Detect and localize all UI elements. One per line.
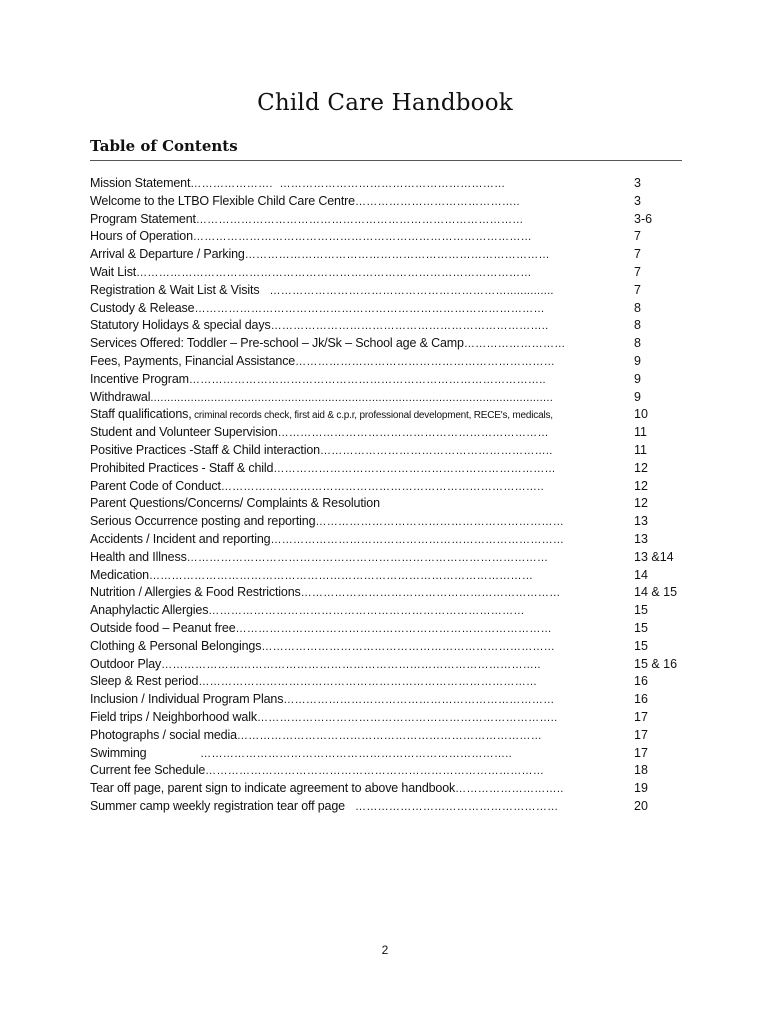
toc-entry-page: 8 <box>634 318 641 333</box>
toc-entry-leader: …………………………………….. <box>354 195 520 208</box>
toc-entry-label: Clothing & Personal Belongings <box>90 638 262 653</box>
toc-entry-text <box>90 584 620 603</box>
toc-entry-label: Hours of Operation <box>90 229 193 244</box>
toc-entry-page: 17 <box>634 745 648 760</box>
toc-entry-page: 12 <box>634 478 648 493</box>
toc-entry-label: Statutory Holidays & special days <box>90 318 271 333</box>
toc-entry <box>90 531 690 549</box>
toc-entry <box>90 317 690 335</box>
toc-entry-leader: ……………………………………………………………………………………….. <box>161 658 541 671</box>
toc-entry-page: 15 & 16 <box>634 656 678 671</box>
toc-entry <box>90 638 690 656</box>
toc-entry-leader: …………………………………………………………………… <box>261 640 556 653</box>
toc-entry-leader: …………………………………………………………………………… <box>195 213 524 226</box>
toc-entry-text <box>90 620 620 639</box>
toc-entry-label: Field trips / Neighborhood walk <box>90 709 257 724</box>
toc-entry-label: Accidents / Incident and reporting <box>90 531 271 546</box>
toc-entry-text <box>90 389 620 408</box>
toc-entry-page: 7 <box>634 247 641 262</box>
toc-entry-page: 3 <box>634 193 641 208</box>
toc-entry-text <box>90 335 620 354</box>
toc-entry-leader: ………………………………………………………………… <box>273 462 556 475</box>
toc-entry-leader: ………………………………………………………………………………………… <box>148 569 534 582</box>
toc-entry-page: 14 & 15 <box>634 585 678 600</box>
toc-entry <box>90 442 690 460</box>
toc-entry-leader: …………………………………………………………………………………… <box>186 551 549 564</box>
toc-entry-page: 9 <box>634 371 641 386</box>
toc-entry-label: Welcome to the LTBO Flexible Child Care Centre <box>90 193 355 208</box>
toc-entry-leader: …………………………………………………………… <box>295 355 556 368</box>
toc-entry-leader: ……………………………………………………………….. <box>270 320 549 333</box>
toc-entry-text <box>90 780 620 799</box>
toc-entry-leader: ……………………… <box>463 338 566 351</box>
toc-entry-text <box>90 531 620 550</box>
toc-entry <box>90 335 690 353</box>
toc-entry-page: 16 <box>634 692 648 707</box>
toc-entry <box>90 193 690 211</box>
toc-entry-label: Fees, Payments, Financial Assistance <box>90 353 296 368</box>
toc-entry <box>90 495 690 513</box>
toc-entry-label: Summer camp weekly registration tear off page <box>90 798 345 813</box>
toc-entry-text <box>90 495 620 513</box>
toc-entry-leader: …………………………………………………………………….. <box>256 711 558 724</box>
toc-entry-page: 7 <box>634 229 641 244</box>
toc-entry <box>90 300 690 318</box>
toc-entry <box>90 620 690 638</box>
heading-divider <box>90 160 682 161</box>
toc-heading: Table of Contents <box>90 137 238 155</box>
toc-entry-leader: ……………………………………………………………………….. <box>146 747 512 760</box>
toc-entry-text <box>90 211 620 230</box>
toc-entry-text <box>90 442 620 461</box>
toc-entry-leader: ........................................................................................................................ <box>150 391 554 404</box>
toc-entry <box>90 673 690 691</box>
toc-entry-text <box>90 460 620 479</box>
toc-entry-text <box>90 228 620 247</box>
toc-entry-text <box>90 317 620 336</box>
toc-entry-text <box>90 745 620 764</box>
toc-entry-page: 15 <box>634 638 648 653</box>
toc-entry-label: Student and Volunteer Supervision <box>90 425 278 440</box>
toc-entry-text <box>90 638 620 657</box>
toc-entry-leader: ……………………………………………………………………… <box>236 729 542 742</box>
toc-entry-label: Swimming <box>90 745 147 760</box>
toc-entry-page: 13 <box>634 531 648 546</box>
toc-entry-page: 7 <box>634 264 641 279</box>
toc-entry-label: Parent Code of Conduct <box>90 478 221 493</box>
toc-entry-leader: ……………………….. <box>455 783 564 796</box>
toc-entry-leader: …………………. …………………………………………………… <box>190 178 506 190</box>
toc-entry-text <box>90 424 620 443</box>
toc-entry-page: 8 <box>634 300 641 315</box>
toc-entry-leader: …………………………………………………………………… <box>270 533 565 546</box>
toc-entry-leader: ……………………………………………………………… <box>283 694 555 707</box>
toc-entry-page: 19 <box>634 781 648 796</box>
toc-entry-text <box>90 282 620 301</box>
document-title: Child Care Handbook <box>257 90 513 116</box>
toc-entry-text <box>90 478 620 497</box>
toc-entry-text <box>90 656 620 675</box>
page-number: 2 <box>381 943 389 957</box>
toc-entry-page: 12 <box>634 496 648 511</box>
toc-entry-label: Outdoor Play <box>90 656 162 671</box>
toc-entry <box>90 406 690 424</box>
toc-entry-page: 20 <box>634 798 648 813</box>
toc-entry-text <box>90 762 620 781</box>
toc-entry <box>90 264 690 282</box>
toc-entry-label: Program Statement <box>90 211 196 226</box>
toc-entry-page: 10 <box>634 407 648 422</box>
toc-entry-leader: ……………………………………………… <box>344 800 559 813</box>
toc-entry-note: criminal records check, first aid & c.p.r, professional development, RECE's, medicals, <box>191 410 553 422</box>
toc-entry-label: Anaphylactic Allergies <box>90 603 209 618</box>
toc-entry-leader: ……………………………………………………………………………… <box>192 231 532 244</box>
toc-entry-label: Services Offered: Toddler – Pre-school – Jk/Sk – School age & Camp <box>90 336 464 351</box>
toc-entry <box>90 353 690 371</box>
toc-entry-label: Incentive Program <box>90 371 189 386</box>
toc-entry-text <box>90 175 620 194</box>
toc-entry-leader: ……………………………………………………………………………… <box>205 765 545 778</box>
toc-entry-label: Health and Illness <box>90 549 187 564</box>
toc-entry-label: Outside food – Peanut free <box>90 620 236 635</box>
toc-entry-text <box>90 673 620 692</box>
toc-entry-page: 17 <box>634 727 648 742</box>
toc-entry-page: 15 <box>634 603 648 618</box>
toc-entry <box>90 549 690 567</box>
toc-entry-leader: ……………………………………………………………… <box>277 427 549 440</box>
toc-entry-label: Registration & Wait List & Visits <box>90 282 260 297</box>
toc-entry-label: Serious Occurrence posting and reporting <box>90 514 316 529</box>
toc-entry-text <box>90 513 620 532</box>
toc-entry-label: Current fee Schedule <box>90 763 206 778</box>
toc-entry <box>90 727 690 745</box>
toc-entry-page: 18 <box>634 763 648 778</box>
toc-entry-leader: …………………………………………………………… <box>300 587 561 600</box>
toc-entry-page: 3-6 <box>634 211 653 226</box>
table-of-contents <box>90 175 690 816</box>
toc-entry-leader: ………………………………………………………… <box>315 516 564 529</box>
toc-entry <box>90 228 690 246</box>
toc-entry-label: Positive Practices -Staff & Child interaction <box>90 442 320 457</box>
toc-entry-label: Withdrawal <box>90 389 151 404</box>
toc-entry <box>90 246 690 264</box>
toc-entry-page: 7 <box>634 282 641 297</box>
toc-entry <box>90 424 690 442</box>
toc-entry-page: 15 <box>634 620 648 635</box>
toc-entry-text <box>90 353 620 372</box>
toc-entry-leader: ………………………………………………………………………………… <box>194 302 545 315</box>
toc-entry-page: 13 &14 <box>634 549 674 564</box>
toc-entry <box>90 602 690 620</box>
toc-entry-page: 9 <box>634 353 641 368</box>
toc-entry <box>90 798 690 816</box>
toc-entry <box>90 567 690 585</box>
toc-entry-label: Medication <box>90 567 149 582</box>
toc-entry-text <box>90 709 620 728</box>
toc-entry-page: 8 <box>634 336 641 351</box>
toc-entry <box>90 584 690 602</box>
toc-entry <box>90 478 690 496</box>
toc-entry-leader: ………………………………………………………………………… <box>208 605 525 618</box>
toc-entry-label: Custody & Release <box>90 300 195 315</box>
toc-entry-text <box>90 798 620 817</box>
toc-entry-leader: ……………………………………………………………………… <box>244 249 550 262</box>
toc-entry-page: 14 <box>634 567 648 582</box>
toc-entry <box>90 175 690 193</box>
toc-entry-label: Sleep & Rest period <box>90 674 199 689</box>
toc-entry-page: 12 <box>634 460 648 475</box>
toc-entry-label: Mission Statement <box>90 176 191 190</box>
toc-entry <box>90 709 690 727</box>
toc-entry <box>90 656 690 674</box>
toc-entry <box>90 282 690 300</box>
toc-entry-page: 13 <box>634 514 648 529</box>
toc-entry-text <box>90 371 620 390</box>
toc-entry-page: 16 <box>634 674 648 689</box>
toc-entry-label: Photographs / social media <box>90 727 237 742</box>
toc-entry-text <box>90 264 620 283</box>
toc-entry <box>90 211 690 229</box>
toc-entry-leader: ………………………………………………………………………………….. <box>188 373 546 386</box>
toc-entry-label: Arrival & Departure / Parking <box>90 247 245 262</box>
toc-entry-text <box>90 727 620 746</box>
toc-entry <box>90 745 690 763</box>
toc-entry-leader: ………………………………………………………………………… <box>235 622 552 635</box>
toc-entry-text <box>90 549 620 568</box>
toc-entry-text <box>90 691 620 710</box>
toc-entry-leader: ……………………………………………………….............. <box>259 284 554 297</box>
toc-entry <box>90 691 690 709</box>
toc-entry-text <box>90 300 620 319</box>
toc-entry-page: 3 <box>634 176 641 190</box>
toc-entry <box>90 371 690 389</box>
toc-entry-text <box>90 567 620 586</box>
toc-entry-leader: …………………………………………………………………………………………… <box>136 266 532 279</box>
toc-entry <box>90 513 690 531</box>
toc-entry-label: Parent Questions/Concerns/ Complaints & Resolution <box>90 496 380 511</box>
toc-entry-label: Wait List <box>90 264 137 279</box>
toc-entry-page: 11 <box>634 442 647 457</box>
toc-entry <box>90 762 690 780</box>
toc-entry-page: 11 <box>634 425 647 440</box>
toc-entry <box>90 389 690 407</box>
toc-entry-label: Tear off page, parent sign to indicate agreement to above handbook <box>90 781 456 796</box>
toc-entry-page: 9 <box>634 389 641 404</box>
toc-entry-text <box>90 406 620 425</box>
toc-entry-label: Staff qualifications, <box>90 407 192 422</box>
toc-entry-leader: ……………………………………………………………………………… <box>198 676 538 689</box>
toc-entry <box>90 780 690 798</box>
toc-entry-text <box>90 246 620 265</box>
toc-entry-text <box>90 193 620 212</box>
toc-entry-label: Nutrition / Allergies & Food Restrictions <box>90 585 301 600</box>
toc-entry-label: Prohibited Practices - Staff & child <box>90 460 274 475</box>
toc-entry-leader: …………………………………………………….. <box>319 444 553 457</box>
toc-entry-text <box>90 602 620 621</box>
toc-entry <box>90 460 690 478</box>
toc-entry-label: Inclusion / Individual Program Plans <box>90 692 284 707</box>
toc-entry-leader: ………………………………………………………………………….. <box>220 480 544 493</box>
toc-entry-page: 17 <box>634 709 648 724</box>
